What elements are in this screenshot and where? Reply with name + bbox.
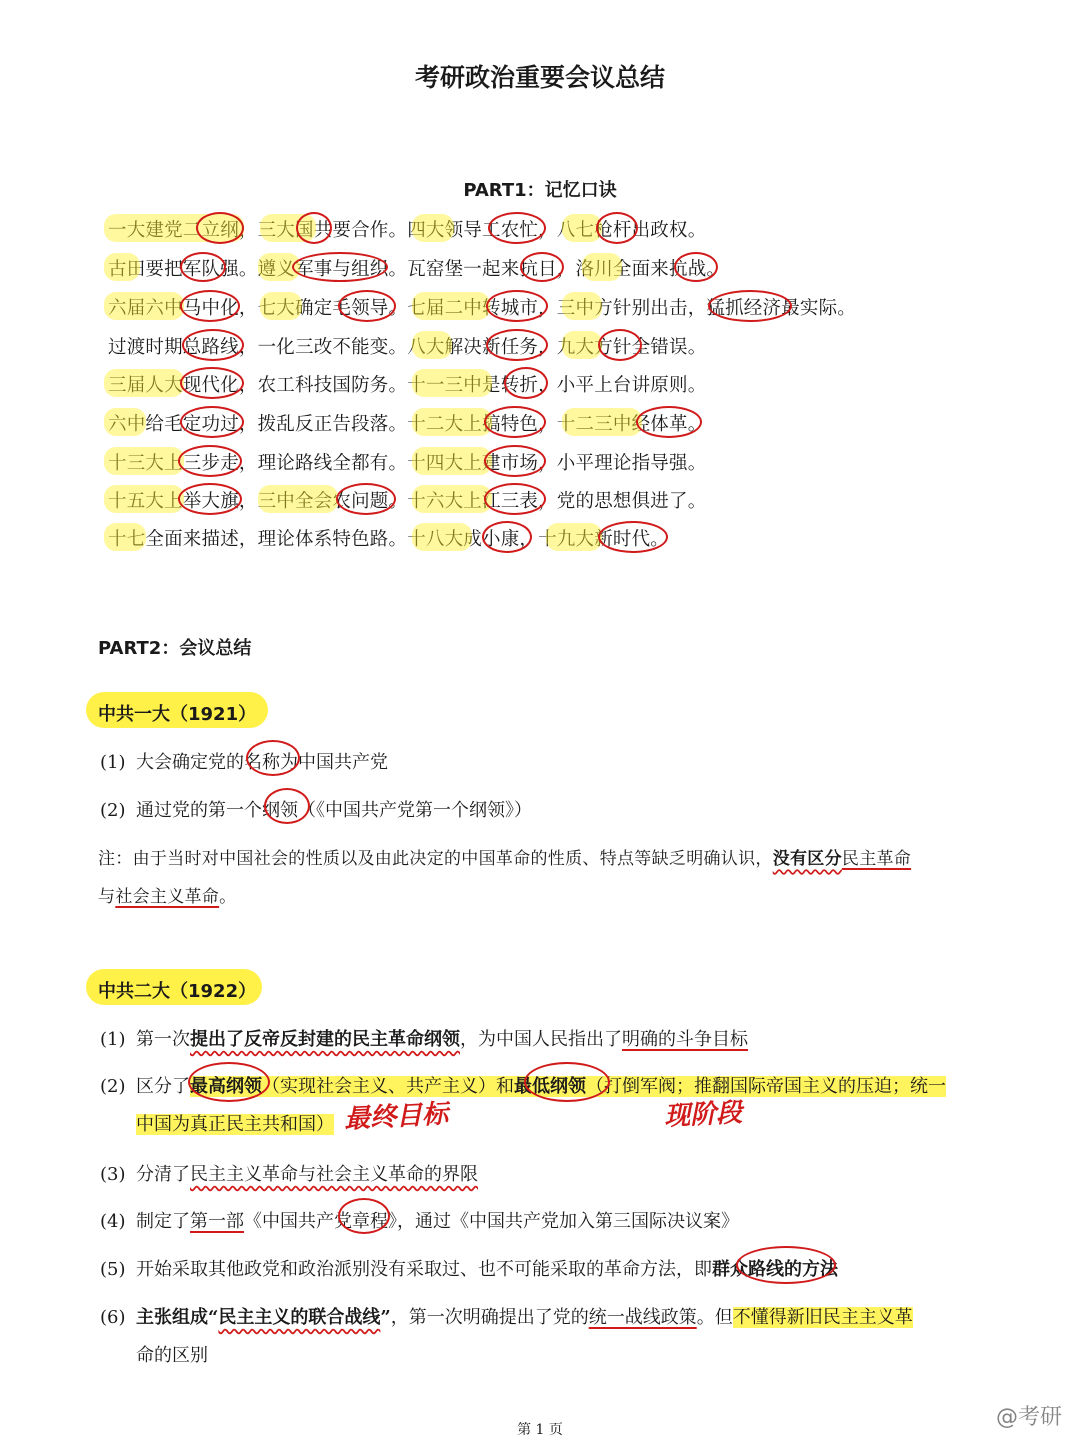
item-text: 。但 xyxy=(696,1307,733,1328)
congress2-item-5 xyxy=(100,1255,838,1281)
note-text: 。 xyxy=(219,887,237,907)
item-number: (5) xyxy=(100,1259,126,1280)
congress1-item-1 xyxy=(100,748,388,774)
item-text: 命的区别 xyxy=(136,1345,208,1366)
congress2-item-4 xyxy=(100,1207,739,1233)
item-number: (6) xyxy=(100,1307,126,1328)
mnemonic-line: 十七全面来描述，理论体系特色路。十八大成小康，十九大新时代。 xyxy=(108,529,670,550)
red-circle xyxy=(338,1198,390,1234)
congress2-heading: 中共二大（1922） xyxy=(98,981,257,1002)
congress1-note-line2 xyxy=(98,882,236,907)
note-tail: 民主革命 xyxy=(841,849,912,869)
item-number: (2) xyxy=(100,1076,126,1097)
item-text: 分清了 xyxy=(136,1164,190,1185)
item-number: (1) xyxy=(100,752,126,773)
annotation-max: 最终目标 xyxy=(343,1099,449,1135)
mnemonic-line: 一大建党二立纲，三大国共要合作。四大领导工农忙，八七枪杆出政权。 xyxy=(108,220,707,241)
item-text: 制定了 xyxy=(136,1211,190,1232)
page-footer: 第 1 页 xyxy=(517,1422,563,1438)
part1-heading: PART1：记忆口诀 xyxy=(463,180,617,201)
mnemonic-line: 十五大上举大旗，三中全会农问题。十六大上江三表，党的思想俱进了。 xyxy=(108,491,707,512)
red-circle xyxy=(524,1062,610,1102)
item-text: 大会确定党的名称为中国共产党 xyxy=(136,752,388,773)
note-bold: 没有区分 xyxy=(772,849,842,869)
red-circle xyxy=(736,1246,836,1284)
item-number: (2) xyxy=(100,800,126,821)
congress1-note-line1 xyxy=(98,844,911,869)
red-circle xyxy=(188,1062,270,1102)
page-title: 考研政治重要会议总结 xyxy=(414,63,665,92)
item-highlight: （实现社会主义、共产主义）和 xyxy=(262,1076,514,1097)
congress2-item-1 xyxy=(100,1025,748,1051)
note-text: 注：由于当时对中国社会的性质以及由此决定的中国革命的性质、特点等缺乏明确认识， xyxy=(98,849,773,869)
mnemonic-line: 古田要把军队强。遵义军事与组织。瓦窑堡一起来抗日，洛川全面来抗战。 xyxy=(108,259,726,280)
red-circle xyxy=(264,788,310,824)
item-highlight: （打倒军阀；推翻国际帝国主义的压迫；统一 xyxy=(586,1076,946,1097)
item-number: (1) xyxy=(100,1029,126,1050)
congress2-item-6-line1 xyxy=(100,1303,913,1329)
mnemonic-line: 三届人大现代化，农工科技国防务。十一三中是转折，小平上台讲原则。 xyxy=(108,375,707,396)
item-bold: ” xyxy=(380,1307,391,1328)
item-underlined: 统一战线政策 xyxy=(588,1307,697,1328)
note-underlined: 社会主义革命 xyxy=(115,887,220,907)
congress2-item-2-line2 xyxy=(136,1110,334,1136)
item-number: (4) xyxy=(100,1211,126,1232)
red-circle xyxy=(246,740,300,776)
item-text: 第一次 xyxy=(136,1029,190,1050)
item-bold: 主张组成“ xyxy=(136,1307,219,1328)
annotation-min: 现阶段 xyxy=(663,1097,743,1133)
item-text: ，为中国人民指出了 xyxy=(460,1029,622,1050)
item-bold: 最低纲领 xyxy=(514,1076,586,1097)
congress1-heading: 中共一大（1921） xyxy=(98,704,257,725)
item-bold-wavy: 民主主义的联合战线 xyxy=(218,1307,381,1328)
part2-heading: PART2：会议总结 xyxy=(98,638,252,659)
note-text: 与 xyxy=(98,887,116,907)
mnemonic-line: 十三大上三步走，理论路线全都有。十四大上建市场，小平理论指导强。 xyxy=(108,453,707,474)
item-bold: 群众路线的方法 xyxy=(712,1259,838,1280)
watermark: @考研 xyxy=(995,1405,1062,1430)
congress2-item-3 xyxy=(100,1160,478,1186)
mnemonic-line: 过渡时期总路线，一化三改不能变。八大解决新任务，九大方针全错误。 xyxy=(108,337,707,358)
mnemonic-line: 六届六中马中化，七大确定毛领导。七届二中转城市，三中方针别出击，猛抓经济最实际。 xyxy=(108,298,857,319)
item-bold: 最高纲领 xyxy=(190,1076,262,1097)
item-highlight: 不懂得新旧民主主义革 xyxy=(732,1307,913,1328)
item-text: 开始采取其他政党和政治派别没有采取过、也不可能采取的革命方法，即 xyxy=(136,1259,712,1280)
item-highlight: 中国为真正民主共和国） xyxy=(136,1114,334,1135)
item-underlined: 明确的斗争目标 xyxy=(622,1029,748,1050)
mnemonic-line: 六中给毛定功过，拨乱反正告段落。十二大上搞特色，十二三中经体革。 xyxy=(108,414,707,435)
item-text: 《中国共产党章程》，通过《中国共产党加入第三国际决议案》 xyxy=(244,1211,739,1232)
item-wavy: 民主主义革命与社会主义革命的界限 xyxy=(190,1164,478,1185)
item-underlined: 第一部 xyxy=(190,1211,244,1232)
item-number: (3) xyxy=(100,1164,126,1185)
item-bold: 提出了反帝反封建的民主革命纲领 xyxy=(190,1029,460,1050)
congress2-item-6-line2 xyxy=(136,1341,208,1367)
item-text: 通过党的第一个纲领（《中国共产党第一个纲领》） xyxy=(136,800,532,821)
congress1-item-2 xyxy=(100,796,532,822)
item-text: ，第一次明确提出了党的 xyxy=(390,1307,589,1328)
item-text: 区分了 xyxy=(136,1076,190,1097)
